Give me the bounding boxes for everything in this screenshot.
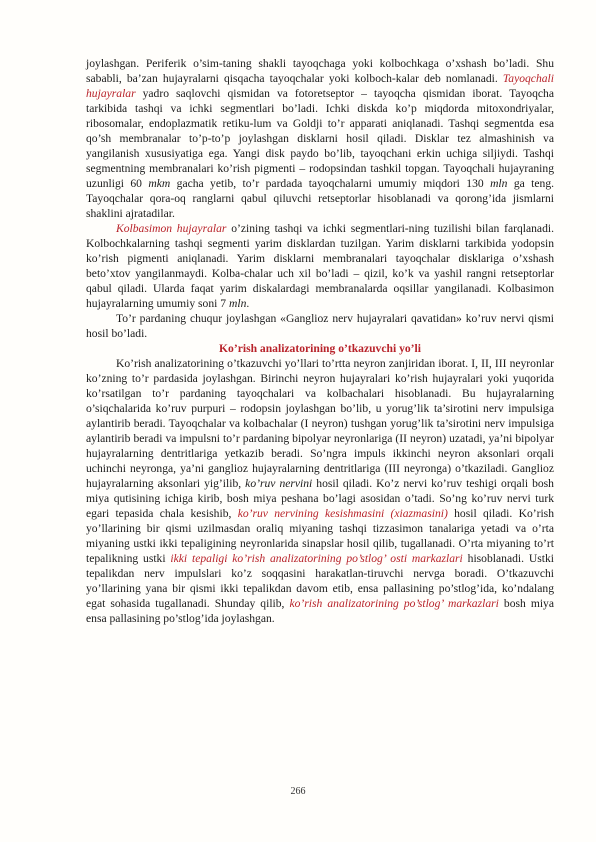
paragraph-ganglioz: To’r pardaning chuqur joylashgan «Ganglioz nerv hujayralari qavatidan» ko’ruv nervi qismi hosil bo’ladi.: [86, 312, 554, 340]
term-xiazma: ko’ruv nervining kesishmasini (xiazmasini): [237, 507, 448, 520]
paragraph-otkazuvchi-yol: Ko’rish analizatorining o’tkazuvchi yo’llari to’rtta neyron zanjiridan iborat. I, II, III neyronlar ko’zning to’r pardasida joylashgan. Birinchi neyron hujayralari ko’rish hujayralari yoki yuqorida ko’rsatilgan to’r pardaning tayoqchalari va kolbachalari hisoblanadi. Bu hujayralarning o’siqchalarida ko’ruv purpuri – rodopsin joylashgan bo’lib, u yorug’lik ta’sirotini nerv impulsiga aylantirib beradi. Tayoqchalar va kolbachalar (I neyron) tushgan yorug’lik ta’sirotini nerv impulsiga aylantirib beradi va impulsni to’r pardaning bipolyar neyronlariga (II neyron) uzatadi, ya’ni bipolyar hujayralarning dentritlariga yetkazib beradi. So’ngra impuls ikkinchi neyron aksonlari orqali uchinchi neyronga, ya’ni ganglioz hujayralarning dentritlariga (III neyronga) o’tkaziladi. Ganglioz hujayralarning aksonlari yig’ilib, ko’ruv nervini hosil qiladi. Ko’z nervi ko’ruv teshigi orqali bosh miya qutisining ichiga kirib, bosh miya peshana bo’lagi asosidan o’tadi. So’ng ko’ruv nervi turk egari tepasida chala kesishib, ko’ruv nervining kesishmasini (xiazmasini) hosil qiladi. Ko’rish yo’llarining bir qismi uzilmasdan oraliq miyaning tashqi tizzasimon tanalariga yetadi va o’rta miyaning ustki ikki tepaligining neyronlarida sinapslar hosil qilib, tugallanadi. O’rta miyaning to’rt tepalikning ustki ikki tepaligi ko’rish analizatorining po’stlog’ osti markazlari hisoblanadi. Ustki tepalikdan nerv impulslari ko’z soqqasini harakatlan-tiruvchi nervga boradi. O’tkazuvchi yo’llarining yana bir qismi ikki tepalikdan davom etib, ensa pallasining po’stlog’ida, ko’ndalang egat sohasida tugallanadi. Shunday qilib, ko’rish analizatorining po’stlog’ markazlari bosh miya ensa pallasining po’stlog’ida joylashgan.: [86, 357, 554, 625]
term-tayoqchali-hujayralar: Tayoqchali hujayralar: [86, 72, 554, 100]
paragraph-kolbasimon: Kolbasimon hujayralar o’zining tashqi va ichki segmentlari-ning tuzilishi bilan farqlanadi. Kolbochkalarning tashqi segmenti yarim disklardan tuzilgan. Yarim disklarni tarkibida yodopsin ko’rish pigmenti aniqlanadi. Yarim disklarni membranalari tayoqchalar disklariga o’xshash beto’xtov yangilanmaydi. Kolba-chalar uch xil bo’ladi – qizil, ko’k va yashil rangni retseptorlar qabul qiladi. Ularda faqat yarim diskalardagi membranalarda oqsillar yangilanadi. Kolbasimon hujayralarning umumiy soni 7 mln.: [86, 222, 554, 310]
document-body: [86, 56, 554, 626]
term-kolbasimon-hujayralar: Kolbasimon hujayralar: [116, 222, 227, 235]
term-postlog-markazlari: ko’rish analizatorining po’stlog’ markazlari: [289, 597, 499, 610]
page-number: 266: [290, 786, 306, 797]
term-postlog-osti-markazlari: ikki tepaligi ko’rish analizatorining po’stlog’ osti markazlari: [170, 552, 463, 565]
section-heading: Ko’rish analizatorining o’tkazuvchi yo’li: [219, 342, 421, 355]
paragraph-tayoqchali: joylashgan. Periferik o’sim-taning shakli tayoqchaga yoki kolbochkaga o’xshash bo’ladi. Shu sababli, ba’zan hujayralarni qisqacha tayoqchalar yoki kolboch-kalar deb nomlanadi. Tayoqchali hujayralar yadro saqlovchi qismidan va fotoretseptor – tayoqcha qismidan iborat. Tayoqcha tarkibida tashqi va ichki segmentlari bo’ladi. Ichki diskda ko’p miqdorda mitoxondriyalar, ribosomalar, endoplazmatik retiku-lum va Goldji to’r apparati aniqlanadi. Tashqi segmentda esa qo’sh membranalar to’p-to’p joylashgan disklarni hosil qiladi. Disklar tez almashinish va yangilanish xususiyatiga ega. Yangi disk paydo bo’lib, tayoqchani erkin uchiga siljiydi. Tashqi segmentning membranalari ko’rish pigmenti – rodopsindan tashkil topgan. Tayoqchali hujayraning uzunligi 60 mkm gacha yetib, to’r pardada tayoqchalarni umumiy miqdori 130 mln ga teng. Tayoqchalar qora-oq ranglarni qabul qiluvchi retseptorlar hisoblanadi va qorong’ida jismlarni shaklini ajratadilar.: [86, 57, 555, 220]
